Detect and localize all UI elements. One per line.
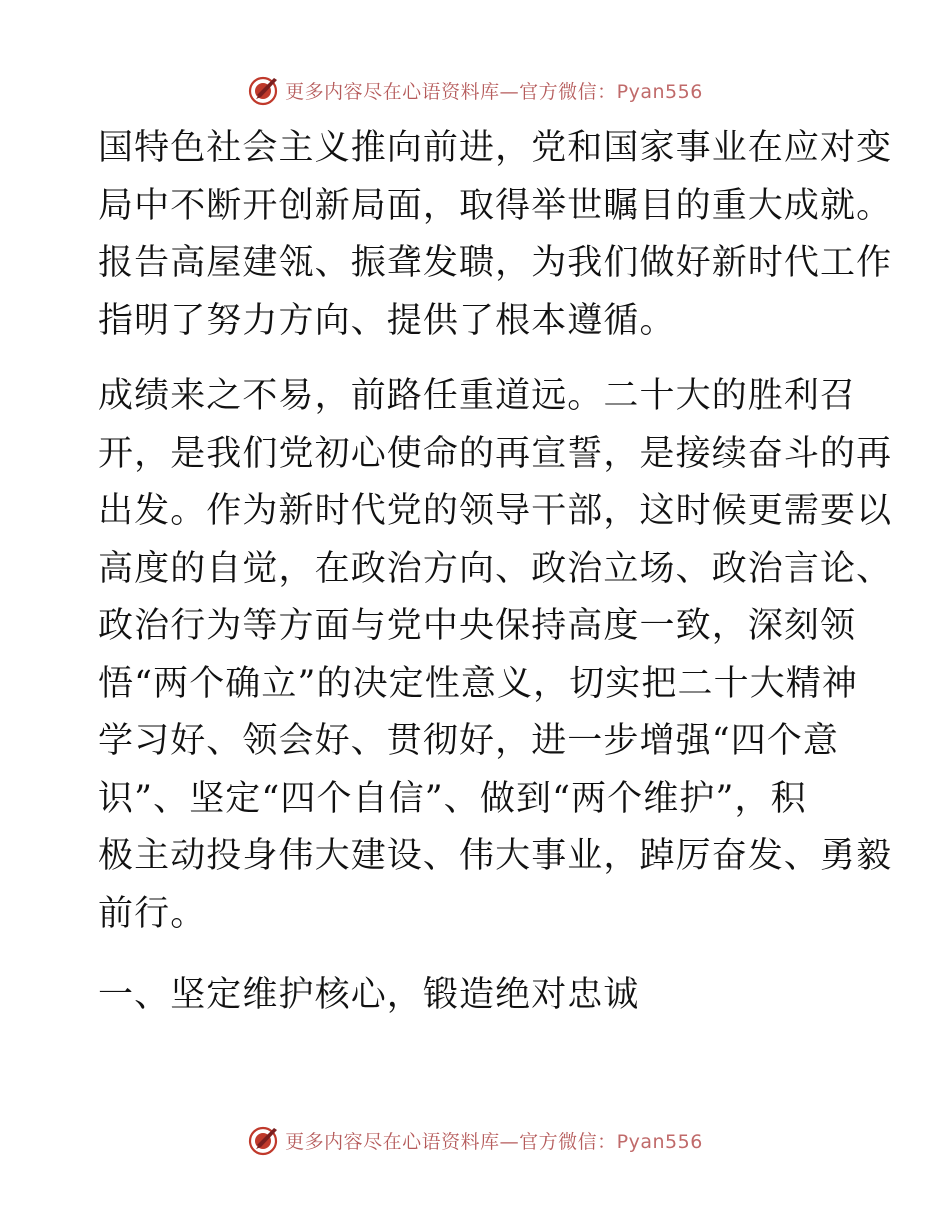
watermark-label: 更多内容尽在心语资料库—官方微信： (285, 1130, 617, 1153)
watermark-text (285, 1127, 703, 1154)
footer-watermark (0, 1120, 950, 1160)
text-line: 政治行为等方面与党中央保持高度一致，深刻领 (98, 606, 857, 646)
text-line: 前行。 (98, 894, 207, 934)
text-line: 高度的自觉，在政治方向、政治立场、政治言论、 (98, 549, 893, 589)
watermark-text (285, 77, 703, 104)
section-heading: 一、坚定维护核心，锻造绝对忠诚 (98, 975, 640, 1015)
text-line: 局中不断开创新局面，取得举世瞩目的重大成就。 (98, 186, 893, 226)
quill-logo-icon (247, 73, 281, 107)
text-line: 出发。作为新时代党的领导干部，这时候更需要以 (98, 491, 893, 531)
watermark-label: 更多内容尽在心语资料库—官方微信： (285, 80, 617, 103)
text-line: 指明了努力方向、提供了根本遵循。 (98, 301, 676, 341)
watermark-id: Pyan556 (616, 1130, 703, 1153)
text-line: 识”、坚定“四个自信”、做到“两个维护”，积 (98, 779, 807, 819)
text-line: 极主动投身伟大建设、伟大事业，踔厉奋发、勇毅 (98, 836, 893, 876)
watermark-id: Pyan556 (616, 80, 703, 103)
quill-logo-icon (247, 1123, 281, 1157)
text-line: 开，是我们党初心使命的再宣誓，是接续奋斗的再 (98, 434, 893, 474)
text-line: 成绩来之不易，前路任重道远。二十大的胜利召 (98, 376, 857, 416)
text-line: 悟“两个确立”的决定性意义，切实把二十大精神 (98, 664, 858, 704)
text-line: 报告高屋建瓴、振聋发聩，为我们做好新时代工作 (98, 243, 893, 283)
text-line: 国特色社会主义推向前进，党和国家事业在应对变 (98, 128, 893, 168)
text-line: 学习好、领会好、贯彻好，进一步增强“四个意 (98, 721, 839, 761)
header-watermark (0, 70, 950, 110)
